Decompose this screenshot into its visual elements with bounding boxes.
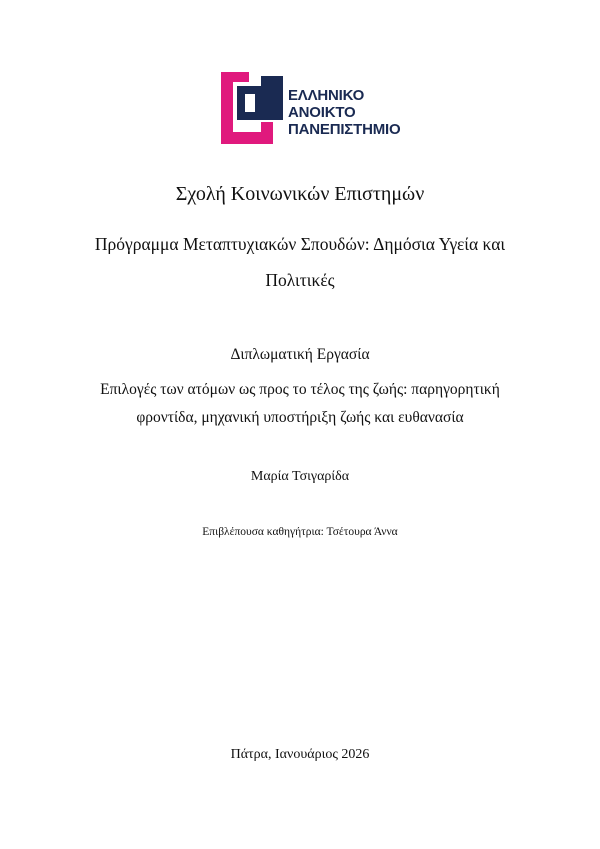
logo-line-2: ΑΝΟΙΚΤΟ <box>288 104 356 121</box>
school-name: Σχολή Κοινωνικών Επιστημών <box>175 183 425 205</box>
supervisor-line: Επιβλέπουσα καθηγήτρια: Τσέτουρα Άννα <box>202 526 398 538</box>
thesis-type: Διπλωματική Εργασία <box>230 346 370 363</box>
logo-line-3: ΠΑΝΕΠΙΣΤΗΜΙΟ <box>288 121 401 138</box>
place-and-date: Πάτρα, Ιανουάριος 2026 <box>230 747 370 762</box>
logo-line-1: ΕΛΛΗΝΙΚΟ <box>288 87 365 104</box>
thesis-title: Επιλογές των ατόμων ως προς το τέλος της ζωής: παρηγορητική φροντίδα, μηχανική υποστήριξη ζωής και ευθανασία <box>100 381 500 426</box>
author-name: Μαρία Τσιγαρίδα <box>250 469 350 484</box>
university-logo-text <box>288 87 400 138</box>
university-logo-mark <box>221 72 287 144</box>
program-name: Πρόγραμμα Μεταπτυχιακών Σπουδών: Δημόσια Υγεία και Πολιτικές <box>94 234 506 290</box>
university-logo <box>221 72 411 144</box>
